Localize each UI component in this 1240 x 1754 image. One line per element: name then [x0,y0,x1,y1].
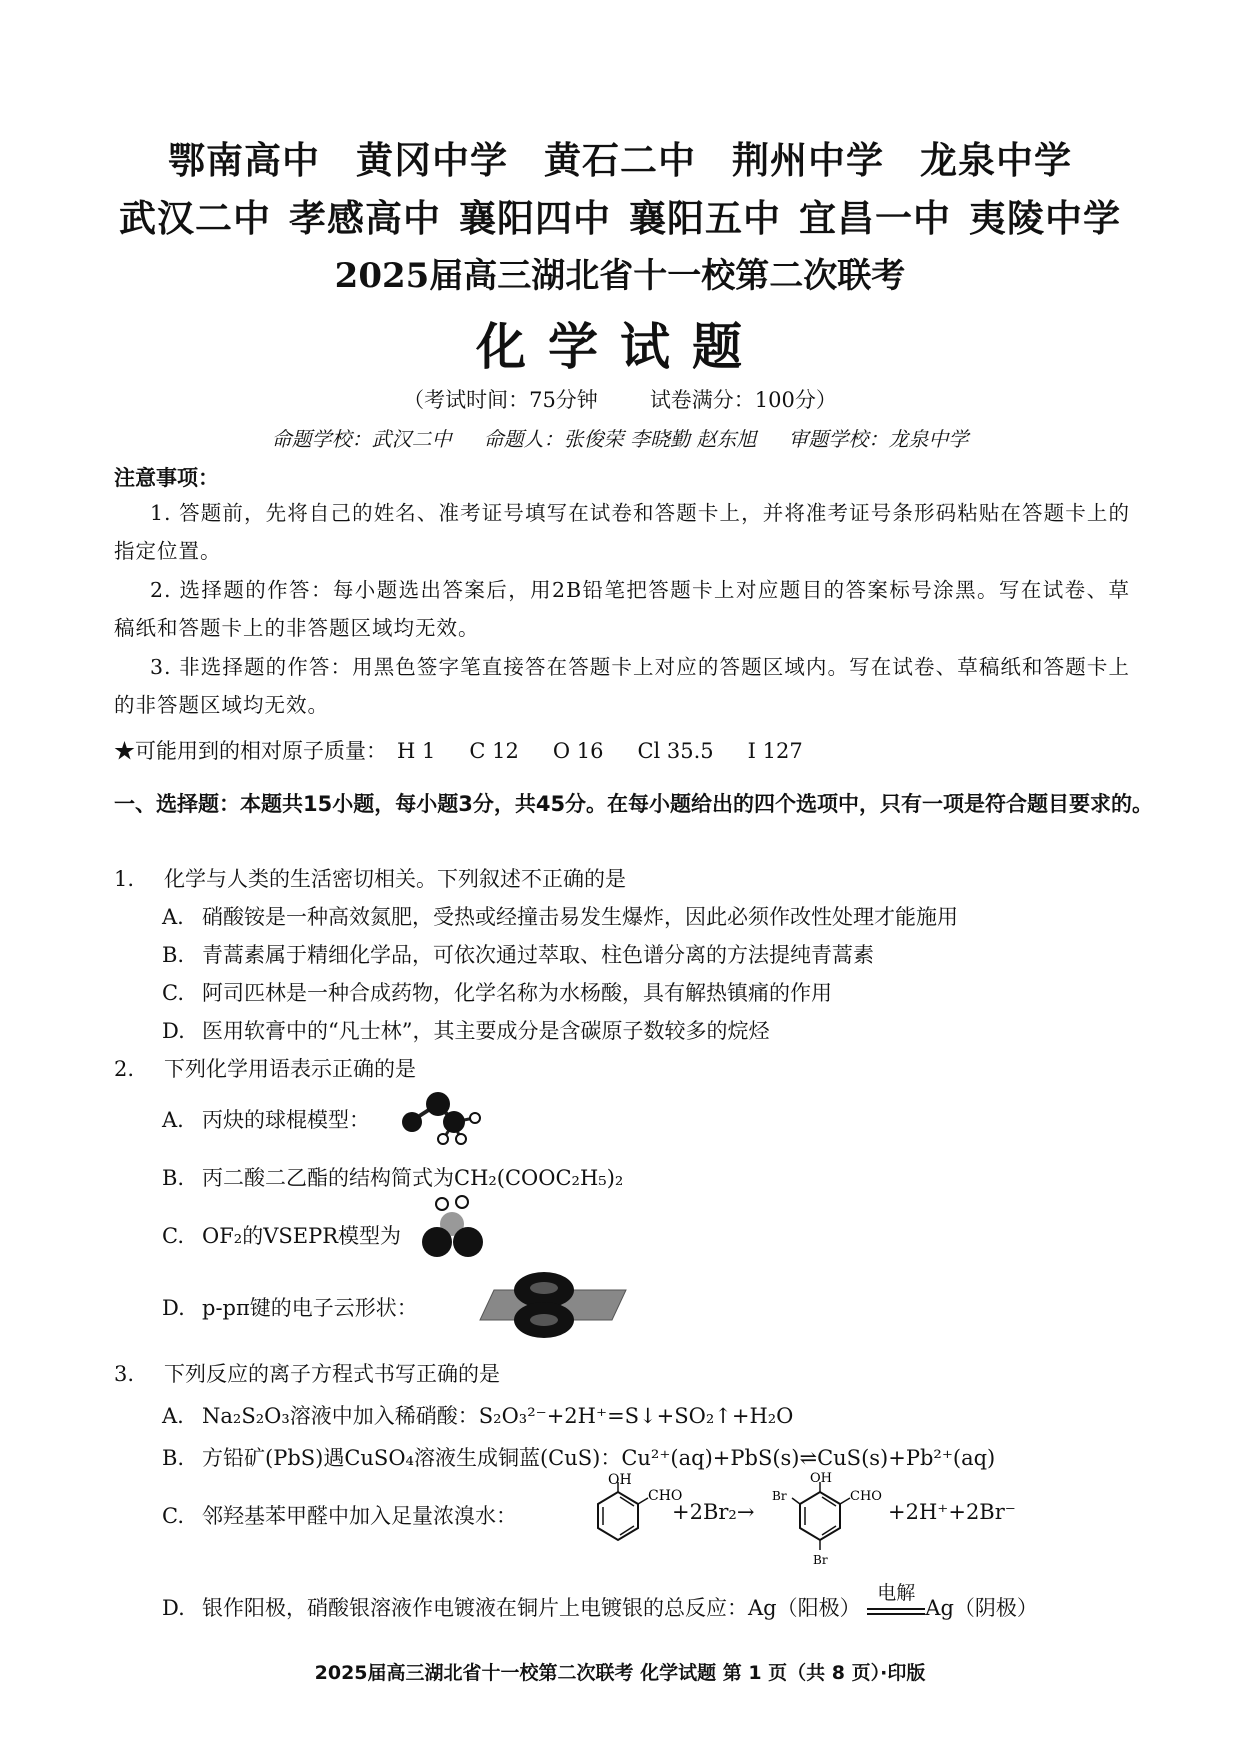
q1-option-a [162,901,958,931]
option-text: 丙二酸二乙酯的结构简式为 [202,1166,454,1190]
chemical-formula: OF₂ [202,1224,243,1248]
option-label: A. [162,1108,184,1132]
q2-option-d [162,1292,418,1322]
subject-title: 化学试题 [476,318,764,376]
q3-option-b [162,1442,995,1472]
q2-option-a [162,1104,370,1134]
chemical-formula: CH₂(COOC₂H₅)₂ [454,1166,624,1190]
exam-info [0,384,1240,414]
propyne-ball-stick-model-icon [398,1082,488,1146]
notice-item: 3. 非选择题的作答：用黑色签字笔直接答在答题卡上对应的答题区域内。写在试卷、草稿纸和答题卡上的非答题区域均无效。 [114,655,1130,717]
option-text: 青蒿素属于精细化学品，可依次通过萃取、柱色谱分离的方法提纯青蒿素 [202,943,874,967]
school-name: 宜昌一中 [799,197,951,240]
question-text: 下列化学用语表示正确的是 [164,1057,416,1081]
atomic-masses-label: ★可能用到的相对原子质量： [114,739,387,763]
q3-option-c [162,1500,517,1530]
full-score: 试卷满分：100分） [649,388,837,412]
question-1-stem [114,863,626,893]
option-label: A. [162,1404,184,1428]
question-number: 3. [114,1362,135,1386]
section-heading: 一、选择题：本题共15小题，每小题3分，共45分。在每小题给出的四个选项中，只有一项是符合题目要求的。 [114,792,1154,816]
question-text: 下列反应的离子方程式书写正确的是 [164,1362,500,1386]
exam-time: （考试时间：75分钟 [403,388,598,412]
option-text: p-pπ键的电子云形状： [202,1296,418,1320]
notice-item: 2. 选择题的作答：每小题选出答案后，用2B铅笔把答题卡上对应题目的答案标号涂黑。写在试卷、草稿纸和答题卡上的非答题区域均无效。 [114,578,1130,640]
option-label: C. [162,1504,184,1528]
question-number: 1. [114,867,135,891]
pi-bond-electron-cloud-icon [462,1268,626,1338]
atomic-mass: I 127 [747,739,803,763]
atomic-masses [114,735,837,765]
option-label: D. [162,1596,185,1620]
q1-option-d [162,1015,769,1045]
school-name: 黄石二中 [544,139,696,182]
reviewer-school: 审题学校：龙泉中学 [788,427,969,451]
option-text: 邻羟基苯甲醛中加入足量浓溴水： [202,1504,517,1528]
school-name: 武汉二中 [119,197,271,240]
bromo-label: Br [813,1553,828,1567]
hydroxyl-label: OH [608,1472,632,1488]
notice-item: 1. 答题前，先将自己的姓名、准考证号填写在试卷和答题卡上，并将准考证号条形码粘贴在答题卡上的指定位置。 [114,501,1130,563]
option-text: 阿司匹林是一种合成药物，化学名称为水杨酸，具有解热镇痛的作用 [202,981,832,1005]
option-label: C. [162,981,184,1005]
question-3-stem [114,1358,500,1388]
dibromo-product-structure-icon [770,1470,890,1568]
school-name: 鄂南高中 [168,139,320,182]
school-name: 黄冈中学 [356,139,508,182]
q3-option-a [162,1400,793,1430]
option-text: Na₂S₂O₃溶液中加入稀硝酸： [202,1404,479,1428]
reaction-condition: 电解 [877,1582,916,1604]
aldehyde-label: CHO [850,1489,882,1504]
option-text: 银作阳极，硝酸银溶液作电镀液在铜片上电镀银的总反应： [202,1596,748,1620]
option-text: 硝酸铵是一种高效氮肥，受热或经撞击易发生爆炸，因此必须作改性处理才能施用 [202,905,958,929]
q3-c-products: +2H⁺+2Br⁻ [888,1500,1016,1524]
setter-info [0,423,1240,452]
option-label: D. [162,1019,185,1043]
equation-left: Ag（阳极） [748,1596,861,1620]
question-text: 化学与人类的生活密切相关。下列叙述不正确的是 [164,867,626,891]
aldehyde-label: CHO [648,1488,683,1504]
question-2-stem [114,1053,416,1083]
electrolysis-arrow [867,1582,925,1615]
atomic-mass: Cl 35.5 [637,739,714,763]
setters: 命题人：张俊荣 李晓勤 赵东旭 [483,427,757,451]
option-label: A. [162,905,184,929]
atomic-mass: H 1 [397,739,436,763]
atomic-mass: O 16 [552,739,604,763]
hydroxyl-label: OH [810,1471,832,1486]
q1-option-b [162,939,874,969]
o-hydroxybenzaldehyde-structure-icon [568,1472,683,1558]
option-text: 方铅矿(PbS)遇CuSO₄溶液生成铜蓝(CuS)： [202,1446,622,1470]
q2-option-c [162,1220,401,1250]
setter-school: 命题学校：武汉二中 [271,427,452,451]
school-name: 夷陵中学 [969,197,1121,240]
vsepr-model-icon [420,1192,496,1262]
option-label: B. [162,1166,185,1190]
school-name: 荆州中学 [732,139,884,182]
equation-right: Ag（阴极） [925,1596,1038,1620]
q1-option-c [162,977,832,1007]
ionic-equation: Cu²⁺(aq)+PbS(s)⇌CuS(s)+Pb²⁺(aq) [621,1446,996,1470]
option-text: 医用软膏中的“凡士林”，其主要成分是含碳原子数较多的烷烃 [202,1019,770,1043]
school-list-line2 [0,188,1240,242]
bromo-label: Br [772,1489,787,1503]
q3-c-reagent: +2Br₂→ [672,1500,755,1524]
page-footer: 2025届高三湖北省十一校第二次联考 化学试题 第 1 页（共 8 页）·印版 [314,1662,926,1684]
school-name: 襄阳四中 [459,197,611,240]
q3-option-d [162,1582,1038,1622]
notice-heading: 注意事项： [114,466,219,490]
question-number: 2. [114,1057,135,1081]
option-label: B. [162,943,185,967]
option-label: C. [162,1224,184,1248]
school-name: 孝感高中 [289,197,441,240]
school-list-line1 [0,130,1240,184]
option-text: 丙炔的球棍模型： [202,1108,370,1132]
option-label: B. [162,1446,185,1470]
exam-title: 2025届高三湖北省十一校第二次联考 [334,256,906,296]
ionic-equation: S₂O₃²⁻+2H⁺=S↓+SO₂↑+H₂O [478,1404,794,1428]
option-text: 的VSEPR模型为 [242,1224,402,1248]
school-name: 襄阳五中 [629,197,781,240]
q2-option-b [162,1162,623,1192]
atomic-mass: C 12 [469,739,519,763]
school-name: 龙泉中学 [920,139,1072,182]
option-label: D. [162,1296,185,1320]
